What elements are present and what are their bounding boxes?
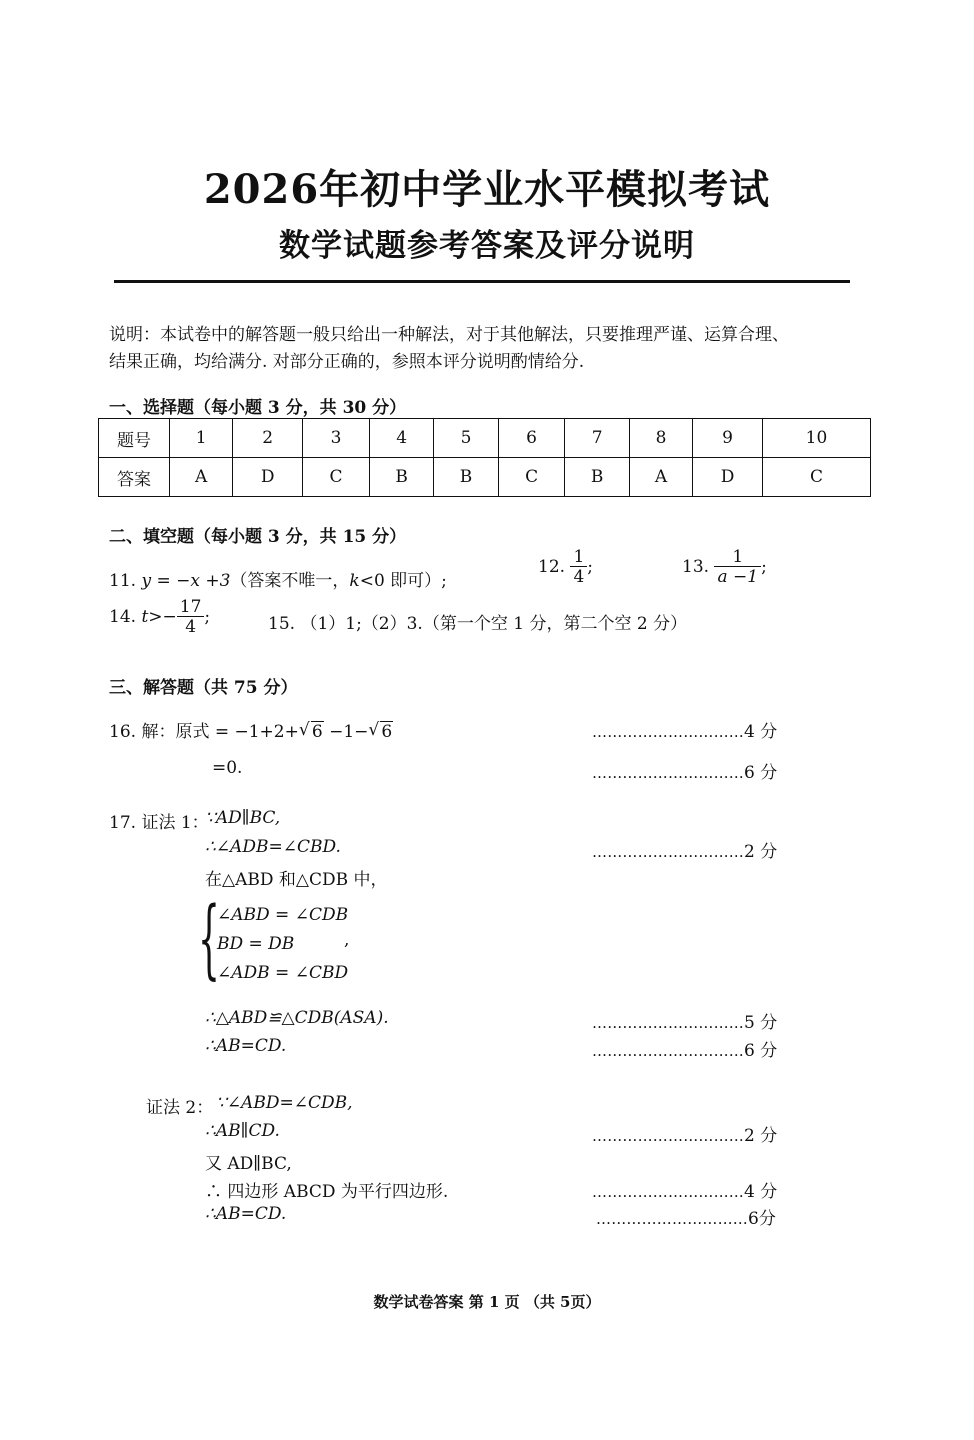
score-q17-f	[596, 1204, 776, 1229]
table-row-answers	[99, 458, 871, 497]
q11-number: 11.	[109, 571, 137, 591]
q11-answer	[109, 566, 447, 591]
sqrt-6	[299, 722, 324, 742]
q17-m2-line-4: ∴ 四边形 ABCD 为平行四边形.	[205, 1182, 449, 1202]
q17-line-1: ∵AD∥BC,	[205, 808, 281, 828]
table-cell: 3	[303, 419, 370, 458]
score-leader: …………………………	[592, 1014, 744, 1032]
q13-separator: ;	[761, 557, 767, 577]
table-cell: D	[233, 458, 303, 497]
q17-method-2-label: 证法 2：	[146, 1098, 214, 1118]
q16-expr-a: −1+2+	[234, 722, 299, 742]
table-cell: B	[565, 458, 629, 497]
q17-system-line-2: BD = DB	[217, 934, 295, 954]
table-cell: 6	[498, 419, 565, 458]
table-cell: 5	[434, 419, 498, 458]
score-value: 2 分	[744, 842, 778, 862]
q16-line-2: =0.	[212, 758, 243, 778]
q14-answer	[109, 599, 210, 636]
sqrt-arg: 6	[311, 722, 323, 742]
q16-label: 16. 解：原式 =	[109, 722, 230, 742]
title-divider	[114, 280, 850, 283]
q11-expression: y = −x +3	[141, 571, 231, 591]
q12-number: 12.	[538, 557, 566, 577]
document-title: 2026年初中学业水平模拟考试	[203, 166, 771, 213]
q14-lhs: t>−	[141, 607, 177, 627]
table-cell: C	[303, 458, 370, 497]
section-2-title: 二、填空题（每小题 3 分，共 15 分）	[109, 527, 407, 547]
table-cell: B	[434, 458, 498, 497]
score-leader: …………………………	[592, 1042, 744, 1060]
q16-expr-b: −1−	[329, 722, 369, 742]
table-cell: 8	[629, 419, 692, 458]
q13-denominator: a −1	[717, 567, 759, 587]
score-q16-b	[592, 758, 777, 783]
q12-denominator: 4	[573, 567, 585, 587]
table-cell: 10	[762, 419, 870, 458]
q12-separator: ;	[587, 557, 594, 577]
q17-line-5: ∴AB=CD.	[205, 1036, 287, 1056]
table-cell: A	[629, 458, 692, 497]
q17-line-3: 在△ABD 和△CDB 中，	[205, 870, 388, 890]
table-cell: C	[762, 458, 870, 497]
table-cell: C	[498, 458, 565, 497]
table-cell: 7	[565, 419, 629, 458]
q13-fraction	[714, 549, 761, 586]
q14-number: 14.	[109, 607, 137, 627]
score-value: 6 分	[744, 1041, 778, 1061]
radical-sign-icon: √	[368, 720, 380, 740]
score-value: 5 分	[744, 1013, 778, 1033]
table-header-answer: 答案	[99, 458, 170, 497]
q13-number: 13.	[682, 557, 710, 577]
score-leader: …………………………	[592, 1183, 744, 1201]
q14-fraction	[177, 599, 205, 636]
q17-system-line-1: ∠ABD = ∠CDB	[217, 905, 349, 925]
q17-m2-line-3: 又 AD∥BC,	[205, 1154, 292, 1174]
section-3-title: 三、解答题（共 75 分）	[109, 678, 298, 698]
score-leader: …………………………	[592, 764, 744, 782]
q14-denominator: 4	[185, 617, 197, 637]
table-cell: 9	[693, 419, 763, 458]
score-value: 6 分	[744, 763, 778, 783]
q17-line-4: ∴△ABD≌△CDB(ASA).	[205, 1008, 389, 1028]
q16-line-1	[109, 717, 393, 742]
score-value: 4 分	[744, 1182, 778, 1202]
score-q16-a	[592, 717, 777, 742]
score-q17-c	[592, 1036, 777, 1061]
q14-numerator: 17	[177, 599, 205, 617]
table-cell: 4	[369, 419, 433, 458]
q12-fraction	[570, 549, 587, 586]
document-subtitle: 数学试题参考答案及评分说明	[279, 228, 695, 264]
q17-label: 17. 证法 1：	[109, 813, 209, 833]
score-leader: …………………………	[596, 1210, 748, 1228]
score-q17-a	[592, 837, 777, 862]
page-footer: 数学试卷答案 第 1 页 （共 5页）	[373, 1293, 601, 1311]
radical-sign-icon: √	[298, 720, 310, 740]
sqrt-arg: 6	[381, 722, 393, 742]
score-leader: …………………………	[592, 723, 744, 741]
q17-system-line-3: ∠ADB = ∠CBD	[217, 963, 349, 983]
answer-table	[98, 418, 871, 497]
table-cell: B	[369, 458, 433, 497]
note-line-2: 结果正确，均给满分. 对部分正确的，参照本评分说明酌情给分.	[109, 352, 585, 372]
score-value: 4 分	[744, 722, 778, 742]
score-value: 6分	[748, 1209, 776, 1229]
q13-numerator: 1	[714, 549, 761, 567]
q17-m2-line-2: ∴AB∥CD.	[205, 1121, 280, 1141]
q17-line-2: ∴∠ADB=∠CBD.	[205, 837, 341, 857]
section-1-title: 一、选择题（每小题 3 分，共 30 分）	[109, 398, 407, 418]
q11-note-b: <0 即可）;	[359, 571, 447, 591]
score-q17-b	[592, 1008, 777, 1033]
table-cell: 2	[233, 419, 303, 458]
sqrt-6	[368, 722, 393, 742]
score-q17-d	[592, 1121, 777, 1146]
q11-note-k: k	[349, 571, 360, 591]
q17-m2-line-5: ∴AB=CD.	[205, 1204, 287, 1224]
q11-note-a: （答案不唯一，	[230, 571, 350, 591]
score-leader: …………………………	[592, 1127, 744, 1145]
score-value: 2 分	[744, 1126, 778, 1146]
q15-answer: 15. （1）1;（2）3.（第一个空 1 分，第二个空 2 分）	[268, 614, 688, 634]
table-row-numbers	[99, 419, 871, 458]
score-leader: …………………………	[592, 843, 744, 861]
q13-answer	[682, 549, 767, 586]
q14-separator: ;	[204, 607, 211, 627]
left-brace-icon: {	[198, 889, 220, 989]
table-cell: A	[170, 458, 233, 497]
q12-numerator: 1	[570, 549, 587, 567]
q17-system-comma: ,	[344, 930, 350, 950]
table-cell: D	[693, 458, 763, 497]
q12-answer	[538, 549, 593, 586]
score-q17-e	[592, 1177, 777, 1202]
q17-m2-line-1: ∵∠ABD=∠CDB,	[216, 1093, 353, 1113]
note-line-1: 说明：本试卷中的解答题一般只给出一种解法，对于其他解法，只要推理严谨、运算合理、	[109, 325, 789, 345]
table-header-number: 题号	[99, 419, 170, 458]
table-cell: 1	[170, 419, 233, 458]
